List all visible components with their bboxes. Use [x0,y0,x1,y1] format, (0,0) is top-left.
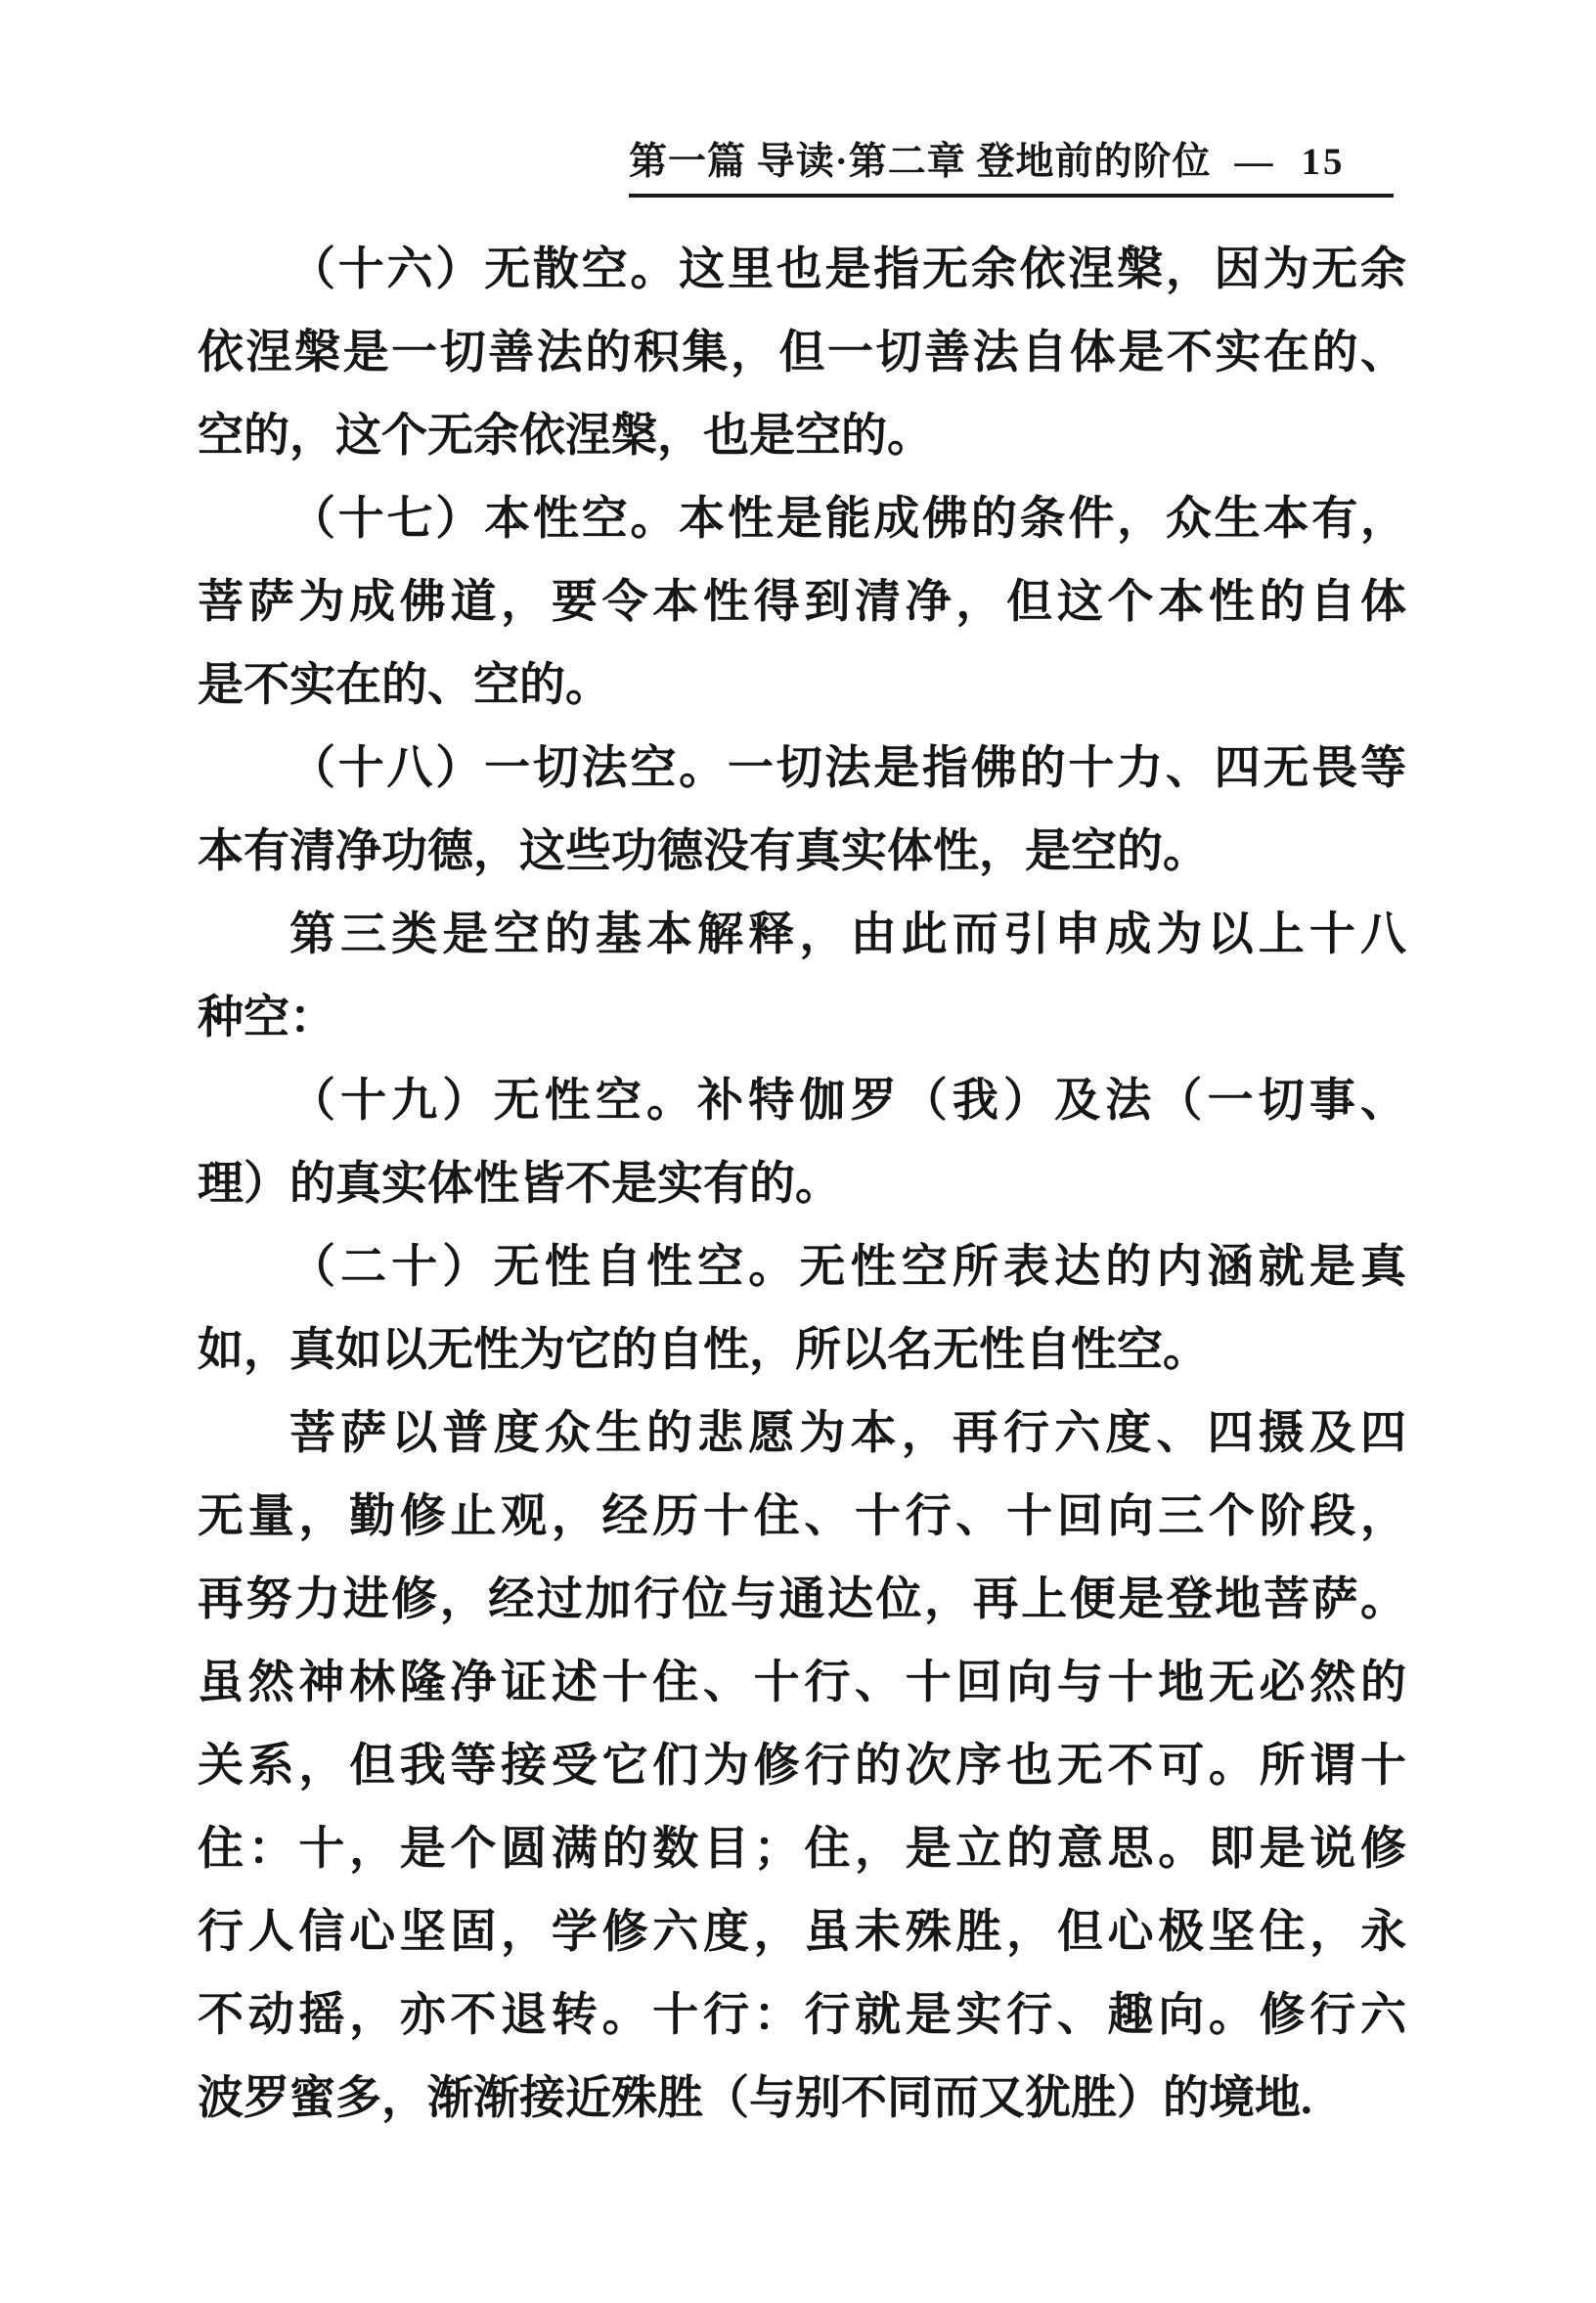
text-line: 空的，这个无余依涅槃，也是空的。 [198,411,933,462]
text-line: 关系，但我等接受它们为修行的次序也无不可。所谓十 [198,1741,1406,1792]
text-line: 第三类是空的基本解释，由此而引申成为以上十八 [289,909,1406,960]
text-line: 住：十，是个圆满的数目；住，是立的意思。即是说修 [198,1824,1406,1875]
text-line: 行人信心坚固，学修六度，虽未殊胜，但心极坚住，永 [198,1907,1406,1958]
text-line: 如，真如以无性为它的自性，所以名无性自性空。 [198,1325,1209,1376]
text-line: 菩萨为成佛道，要令本性得到清净，但这个本性的自体 [198,577,1406,628]
text-line: （十七）本性空。本性是能成佛的条件，众生本有， [289,494,1406,545]
text-line: 种空： [198,993,335,1043]
text-line: （十八）一切法空。一切法是指佛的十力、四无畏等 [289,743,1406,794]
text-line: 菩萨以普度众生的悲愿为本，再行六度、四摄及四 [289,1408,1406,1459]
text-line: 虽然神林隆净证述十住、十行、十回向与十地无必然的 [198,1658,1406,1708]
page-number: 15 [1301,141,1346,183]
text-line: 依涅槃是一切善法的积集，但一切善法自体是不实在的、 [198,328,1406,378]
text-line: 本有清净功德，这些功德没有真实体性，是空的。 [198,826,1209,877]
text-line: （十九）无性空。补特伽罗（我）及法（一切事、 [289,1076,1406,1127]
text-line: 不动摇，亦不退转。十行：行就是实行、趣向。修行六 [198,1990,1406,2041]
running-header [629,131,1394,198]
header-dash: — [1234,141,1274,183]
text-line: 波罗蜜多，渐渐接近殊胜（与别不同而又犹胜）的境地. [198,2073,1312,2124]
text-line: 无量，勤修止观，经历十住、十行、十回向三个阶段， [198,1491,1406,1542]
text-line: 理）的真实体性皆不是实有的。 [198,1159,841,1210]
text-line: 再努力进修，经过加行位与通达位，再上便是登地菩萨。 [198,1574,1406,1625]
text-line: 是不实在的、空的。 [198,660,611,711]
text-line: （十六）无散空。这里也是指无余依涅槃，因为无余 [289,244,1406,295]
header-title: 第一篇 导读·第二章 登地前的阶位 [629,141,1212,183]
body-text [198,229,1406,2141]
text-line: （二十）无性自性空。无性空所表达的内涵就是真 [289,1242,1406,1293]
